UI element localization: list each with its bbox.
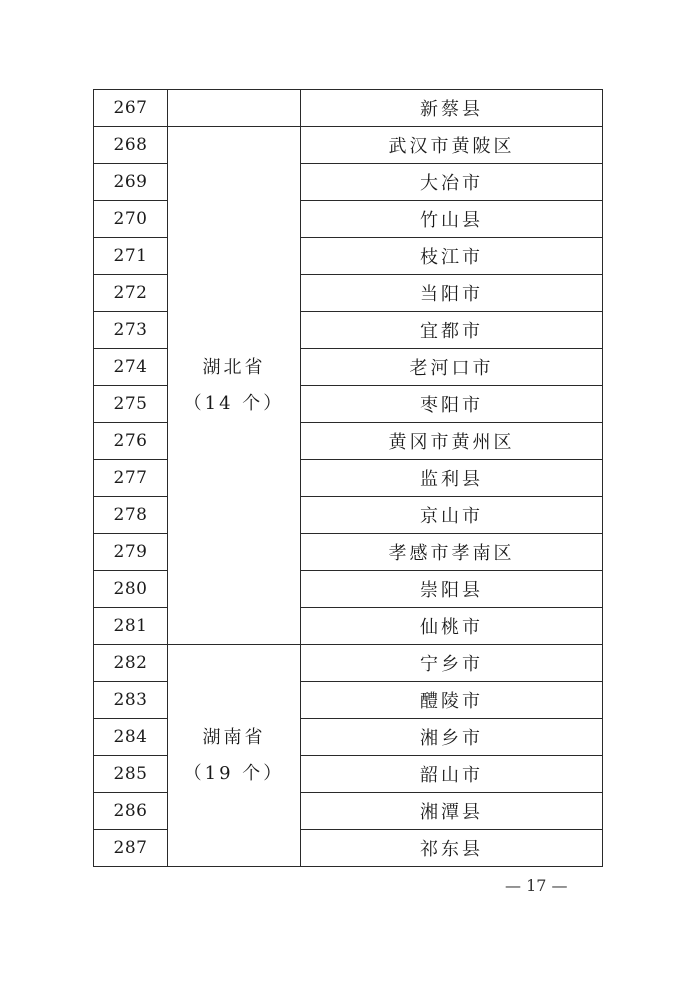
county-list-table	[93, 89, 603, 867]
row-number: 268	[94, 127, 168, 164]
row-number: 283	[94, 682, 168, 719]
county-name: 枝江市	[301, 238, 603, 275]
row-number: 285	[94, 756, 168, 793]
table-row	[94, 127, 603, 164]
row-number: 277	[94, 460, 168, 497]
page-number: — 17 —	[505, 876, 568, 895]
county-name: 仙桃市	[301, 608, 603, 645]
row-number: 282	[94, 645, 168, 682]
county-name: 黄冈市黄州区	[301, 423, 603, 460]
county-name: 崇阳县	[301, 571, 603, 608]
row-number: 280	[94, 571, 168, 608]
county-name: 大冶市	[301, 164, 603, 201]
county-name: 醴陵市	[301, 682, 603, 719]
row-number: 284	[94, 719, 168, 756]
row-number: 272	[94, 275, 168, 312]
row-number: 269	[94, 164, 168, 201]
county-name: 武汉市黄陂区	[301, 127, 603, 164]
county-name: 京山市	[301, 497, 603, 534]
row-number: 273	[94, 312, 168, 349]
county-name: 老河口市	[301, 349, 603, 386]
county-name: 湘乡市	[301, 719, 603, 756]
province-count: （14 个）	[183, 392, 285, 414]
province-cell-hunan	[168, 645, 301, 867]
province-cell-hubei	[168, 127, 301, 645]
county-name: 韶山市	[301, 756, 603, 793]
row-number: 267	[94, 90, 168, 127]
county-name: 湘潭县	[301, 793, 603, 830]
province-name: 湖南省	[202, 726, 266, 748]
row-number: 275	[94, 386, 168, 423]
row-number: 276	[94, 423, 168, 460]
table-row	[94, 645, 603, 682]
row-number: 274	[94, 349, 168, 386]
county-name: 新蔡县	[301, 90, 603, 127]
county-name: 监利县	[301, 460, 603, 497]
row-number: 281	[94, 608, 168, 645]
county-name: 枣阳市	[301, 386, 603, 423]
row-number: 271	[94, 238, 168, 275]
province-name: 湖北省	[202, 356, 266, 378]
county-name: 孝感市孝南区	[301, 534, 603, 571]
table-row	[94, 90, 603, 127]
county-name: 祁东县	[301, 830, 603, 867]
row-number: 270	[94, 201, 168, 238]
row-number: 279	[94, 534, 168, 571]
county-name: 宁乡市	[301, 645, 603, 682]
row-number: 278	[94, 497, 168, 534]
row-number: 286	[94, 793, 168, 830]
row-number: 287	[94, 830, 168, 867]
county-name: 当阳市	[301, 275, 603, 312]
province-cell-empty	[168, 90, 301, 127]
county-name: 宜都市	[301, 312, 603, 349]
province-count: （19 个）	[183, 762, 285, 784]
county-name: 竹山县	[301, 201, 603, 238]
